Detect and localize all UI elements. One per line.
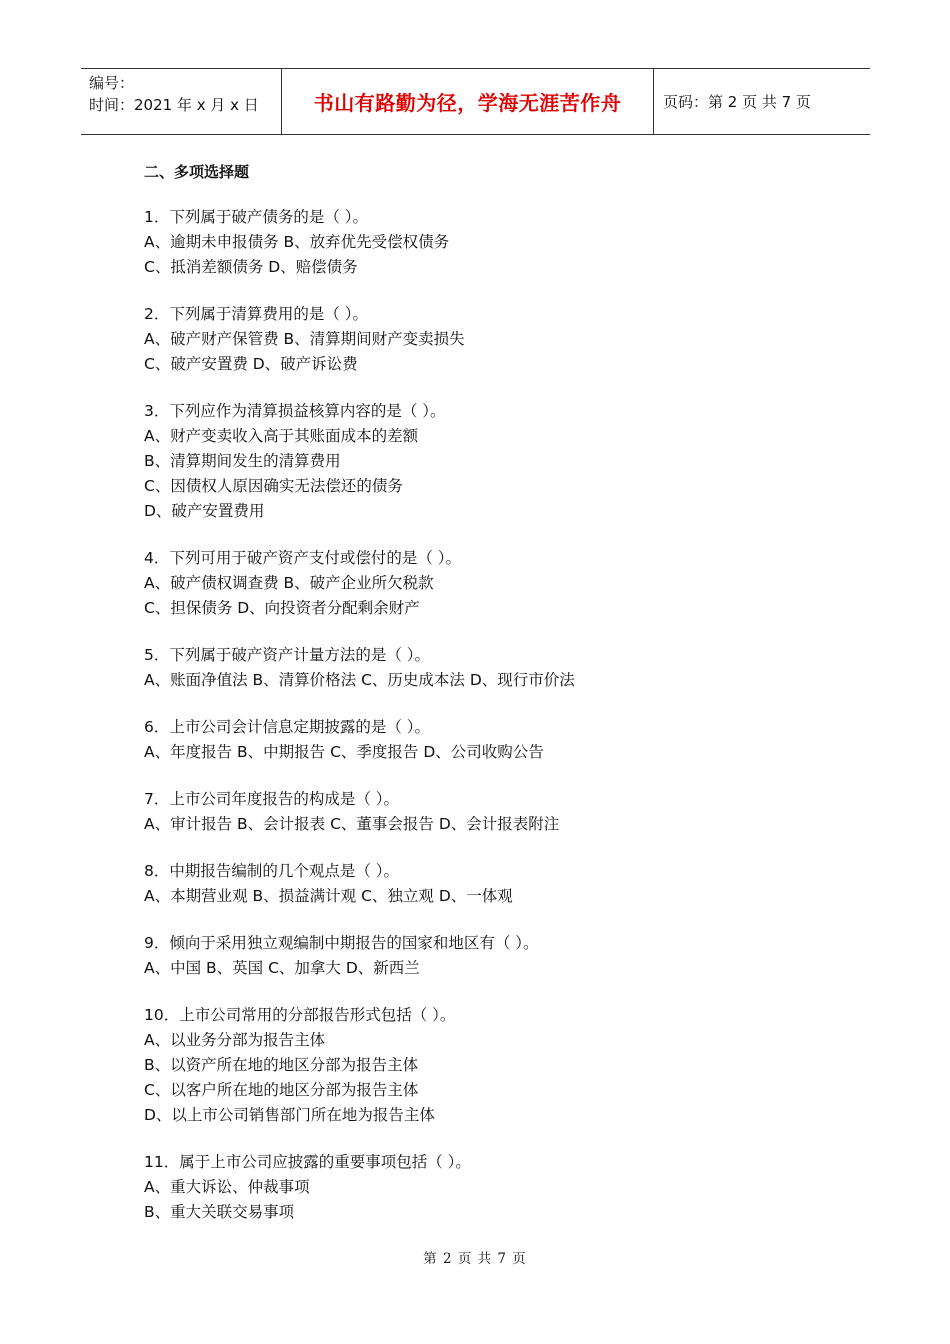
header-meta xyxy=(81,69,281,134)
question-stem: 6．上市公司会计信息定期披露的是（ ）。 xyxy=(144,718,431,736)
question-options: A、年度报告 B、中期报告 C、季度报告 D、公司收购公告 xyxy=(144,743,544,761)
question-stem: 4．下列可用于破产资产支付或偿付的是（ ）。 xyxy=(144,549,462,567)
page-header xyxy=(81,68,870,135)
question-stem: 5．下列属于破产资产计量方法的是（ ）。 xyxy=(144,646,431,664)
question-options: B、清算期间发生的清算费用 xyxy=(144,452,341,470)
question-item xyxy=(144,643,824,693)
question-options: C、担保债务 D、向投资者分配剩余财产 xyxy=(144,599,420,617)
question-stem: 7．上市公司年度报告的构成是（ ）。 xyxy=(144,790,400,808)
question-item xyxy=(144,302,824,377)
document-date-label: 时间：2021 年 x 月 x 日 xyxy=(89,96,259,114)
question-options: D、破产安置费用 xyxy=(144,502,265,520)
header-page-label: 页码：第 2 页 共 7 页 xyxy=(663,93,811,111)
question-item xyxy=(144,715,824,765)
question-stem: 9．倾向于采用独立观编制中期报告的国家和地区有（ ）。 xyxy=(144,934,539,952)
question-stem: 3．下列应作为清算损益核算内容的是（ ）。 xyxy=(144,402,446,420)
question-stem: 1．下列属于破产债务的是（ ）。 xyxy=(144,208,369,226)
question-options: B、以资产所在地的地区分部为报告主体 xyxy=(144,1056,419,1074)
question-options: C、破产安置费 D、破产诉讼费 xyxy=(144,355,358,373)
question-stem: 8．中期报告编制的几个观点是（ ）。 xyxy=(144,862,400,880)
question-item xyxy=(144,1003,824,1128)
question-item xyxy=(144,399,824,524)
question-options: A、重大诉讼、仲裁事项 xyxy=(144,1178,310,1196)
question-item xyxy=(144,546,824,621)
question-options: A、破产财产保管费 B、清算期间财产变卖损失 xyxy=(144,330,465,348)
question-options: B、重大关联交易事项 xyxy=(144,1203,295,1221)
question-options: A、本期营业观 B、损益满计观 C、独立观 D、一体观 xyxy=(144,887,513,905)
question-item xyxy=(144,205,824,280)
question-options: A、逾期未申报债务 B、放弃优先受偿权债务 xyxy=(144,233,450,251)
question-options: C、因债权人原因确实无法偿还的债务 xyxy=(144,477,403,495)
section-title: 二、多项选择题 xyxy=(144,163,250,181)
header-motto: 书山有路勤为径，学海无涯苦作舟 xyxy=(281,69,654,134)
question-options: D、以上市公司销售部门所在地为报告主体 xyxy=(144,1106,435,1124)
question-list xyxy=(144,205,824,1247)
question-options: C、抵消差额债务 D、赔偿债务 xyxy=(144,258,358,276)
question-options: A、账面净值法 B、清算价格法 C、历史成本法 D、现行市价法 xyxy=(144,671,575,689)
question-stem: 10．上市公司常用的分部报告形式包括（ ）。 xyxy=(144,1006,456,1024)
question-item xyxy=(144,931,824,981)
question-options: A、审计报告 B、会计报表 C、董事会报告 D、会计报表附注 xyxy=(144,815,560,833)
question-options: A、以业务分部为报告主体 xyxy=(144,1031,326,1049)
question-options: A、破产债权调查费 B、破产企业所欠税款 xyxy=(144,574,434,592)
question-stem: 2．下列属于清算费用的是（ ）。 xyxy=(144,305,369,323)
question-item xyxy=(144,1150,824,1225)
question-options: A、中国 B、英国 C、加拿大 D、新西兰 xyxy=(144,959,420,977)
question-item xyxy=(144,859,824,909)
question-options: A、财产变卖收入高于其账面成本的差额 xyxy=(144,427,419,445)
page-footer: 第 2 页 共 7 页 xyxy=(423,1251,527,1267)
question-item xyxy=(144,787,824,837)
question-options: C、以客户所在地的地区分部为报告主体 xyxy=(144,1081,419,1099)
document-number-label: 编号： xyxy=(89,74,135,92)
question-stem: 11．属于上市公司应披露的重要事项包括（ ）。 xyxy=(144,1153,471,1171)
